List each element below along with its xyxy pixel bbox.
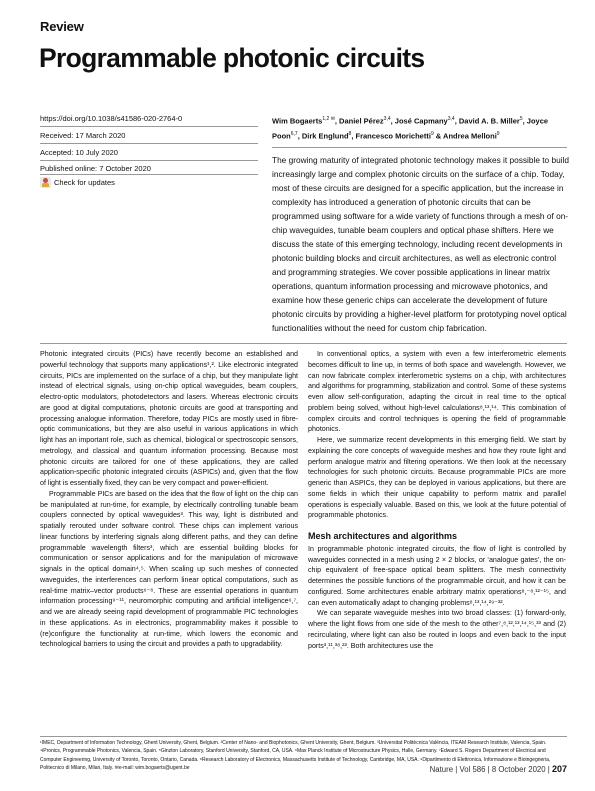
author-name[interactable]: , Joyce Poon (272, 116, 549, 140)
body-paragraph: In conventional optics, a system with even a few interferometric elements becomes difficult to line up, in terms of both space and wavelength. However, we can now fabricate complex interferometric systems on a chip, with architectures and algorithms for programming, stabilization and control. Some of these systems even allow self-configuration, adapting the circuit in real time to the optical problem being solved, without high-level calculations⁸,¹³,¹⁴. This combination of complex circuits and control techniques is opening the field of programmable photonics. (308, 350, 566, 434)
footnote-divider (40, 736, 567, 737)
author-name[interactable]: , David A. B. Miller (454, 116, 520, 126)
body-paragraph: Programmable PICs are based on the idea that the flow of light on the chip can be manipulated at run-time, for example, by electrically controlling tunable beam couplers connected by optical waveguides³. This way, light is distributed and spatially rerouted under software control. These chips can implement various linear functions by interfering signals along different paths, and they can define programmable wavelength filters³, which are essential building blocks for communication or sensor applications and for the manipulation of microwave signals in the optical domain⁴,⁵. When scaling up such meshes of connected waveguides, the interferences can perform linear optical computations, such as real-time matrix–vector products⁶⁻⁸. These are essential operations in quantum information processing⁹⁻¹¹, neuromorphic computing and artificial intelligence⁶,⁷, and we are already seeing rapid development of programmable PIC technologies in these applications. As in electronics, programmability makes it possible to (re)configure the functionality at run-time, which lowers the economic and technological barriers to using the circuit and provides a path to upgradability. (40, 489, 298, 649)
meta-divider (40, 174, 258, 175)
affiliation-marker: 9 (496, 130, 500, 137)
footer-separator: | (455, 765, 458, 774)
issue-date: 8 October 2020 (491, 765, 546, 774)
affiliations-footnote: ¹IMEC, Department of Information Technology, Ghent University, Ghent, Belgium. ²Center of Nano- and Biophotonics, Ghent University, Ghent, Belgium. ³Universitat Politècnica València, ITEAM Research Institute, Valencia, Spain. ⁴iPronics, Programmable Photonics, Valencia, Spain. ⁵Ginzton Laboratory, Stanford University, Stanford, CA, USA. ⁶Max Planck Institute of Microstructure Physics, Halle, Germany. ⁷Edward S. Rogers Department of Electrical and Computer Engineering, University of Toronto, Toronto, Ontario, Canada. ⁸Research Laboratory of Electronics, Massachusetts Institute of Technology, Cambridge, MA, USA. ⁹Dipartimento di Elettronica, Informazione e Bioingegneria, Politecnico di Milano, Milan, Italy. ✉e-mail: wim.bogaerts@ugent.be (40, 740, 551, 771)
body-paragraph: Photonic integrated circuits (PICs) have recently become an established and powerful technology that supports many applications¹,². Like electronic integrated circuits, PICs are implemented on the surface of a chip, but they manipulate light instead of electrical signals, using on-chip optical waveguides, beam couplers, electro-optic modulators, photodetectors and lasers. Whereas electronic circuits are good at digital computations, photonic circuits are good at transporting and processing analogue information. Therefore, today PICs are mostly used in fibre-optic communications, but they are also useful in various applications in which light has an important role, such as chemical, biological or spectroscopic sensors, metrology, and classical and quantum information processing. Because most photonic circuits are tailored for one of these applications, they are called application-specific photonic integrated circuits (ASPICs) and, given that the flow of light is essentially fixed, they can be very compact and power-efficient. (40, 350, 298, 487)
footer-separator: | (487, 765, 490, 774)
section-label: Review (40, 19, 84, 34)
body-paragraph: Here, we summarize recent developments in this emerging field. We start by explaining the core concepts of waveguide meshes and how they route light and perform analogue matrix and filtering operations. We then look at the necessary technologies for such photonic circuits. Because programmable PICs are more generic than ASPICs, they can be deployed in various applications, but there are some fields in which their unique capability to perform matrix and parallel operations is especially valuable. Based on this, we look at the future potential of programmable photonics. (308, 436, 566, 520)
author-name[interactable]: & Andrea Melloni (433, 131, 497, 140)
author-name[interactable]: , Dirk Englund (297, 131, 349, 140)
author-name[interactable]: , Francesco Morichetti (351, 131, 431, 140)
volume: Vol 586 (459, 765, 486, 774)
abstract-divider (40, 343, 567, 344)
article-title: Programmable photonic circuits (39, 43, 425, 73)
accepted-date: Accepted: 10 July 2020 (40, 148, 118, 157)
author-divider (272, 147, 567, 148)
page-footer (430, 764, 567, 774)
affiliation-marker: 9 (430, 130, 434, 137)
affiliation-marker: 3,4 (383, 116, 391, 122)
affiliation-marker: 5 (519, 116, 523, 122)
abstract: The growing maturity of integrated photonic technology makes it possible to build increasingly large and complex photonic circuits on the surface of a chip. Today, most of these circuits are designed for a specific application, but the increase in complexity has introduced a generation of photonic circuits that can be programmed using software for a wide variety of functions through a mesh of on-chip waveguides, tunable beam couplers and optical phase shifters. Here we discuss the state of this emerging technology, including recent developments in photonic building blocks and circuit architectures, as well as electronic control and programming strategies. We cover possible applications in linear matrix operations, quantum information processing and microwave photonics, and examine how these generic chips can accelerate the development of future photonic circuits by providing a higher-level platform for prototyping novel optical functionalities without the need for custom chip fabrication. (272, 155, 570, 333)
author-list (272, 113, 567, 142)
author-name[interactable]: Wim Bogaerts (272, 116, 323, 126)
body-column-right (308, 349, 566, 651)
affiliation-marker: 8 (348, 130, 352, 137)
affiliation-marker: 3,4 (447, 116, 455, 122)
published-date: Published online: 7 October 2020 (40, 164, 151, 173)
doi-link[interactable]: https://doi.org/10.1038/s41586-020-2764-0 (40, 114, 183, 123)
affiliation-marker: 1,2 ✉ (322, 116, 335, 122)
body-paragraph: In programmable photonic integrated circuits, the flow of light is controlled by waveguides connected in a mesh using 2 × 2 blocks, or ‘analogue gates’, the on-chip equivalent of free-space optical beam splitters. The mesh connectivity determines the possible functions of the programmable circuit, and how it can be configured. Some architectures enable arbitrary matrix operations⁸,⁻⁸,¹²⁻¹⁵, and can even automatically adapt to changing problems⁸,¹³,¹⁴,²⁹⁻³². (308, 544, 566, 607)
received-date: Received: 17 March 2020 (40, 131, 126, 140)
affiliation-marker: 6,7 (290, 130, 298, 137)
footer-separator: | (547, 765, 550, 774)
section-heading: Mesh architectures and algorithms (308, 531, 458, 541)
author-name[interactable]: , José Capmany (390, 116, 448, 126)
journal-name: Nature (429, 765, 454, 774)
check-updates-icon (40, 177, 51, 188)
meta-divider (40, 143, 258, 144)
body-column-left (40, 349, 298, 650)
meta-divider (40, 160, 258, 161)
page-number: 207 (551, 764, 567, 774)
check-updates-label: Check for updates (54, 178, 115, 187)
check-updates-button[interactable] (40, 177, 115, 188)
author-name[interactable]: , Daniel Pérez (334, 116, 384, 126)
meta-divider (40, 126, 258, 127)
body-paragraph: We can separate waveguide meshes into two broad classes: (1) forward-only, where the light flows from one side of the mesh to the other⁷,⁸,¹²,¹³,¹⁴,¹⁵,³³ and (2) recirculating, where light can also be routed in loops and even back to the input ports³,¹¹,³⁸,²³. Both architectures use the (308, 609, 566, 650)
